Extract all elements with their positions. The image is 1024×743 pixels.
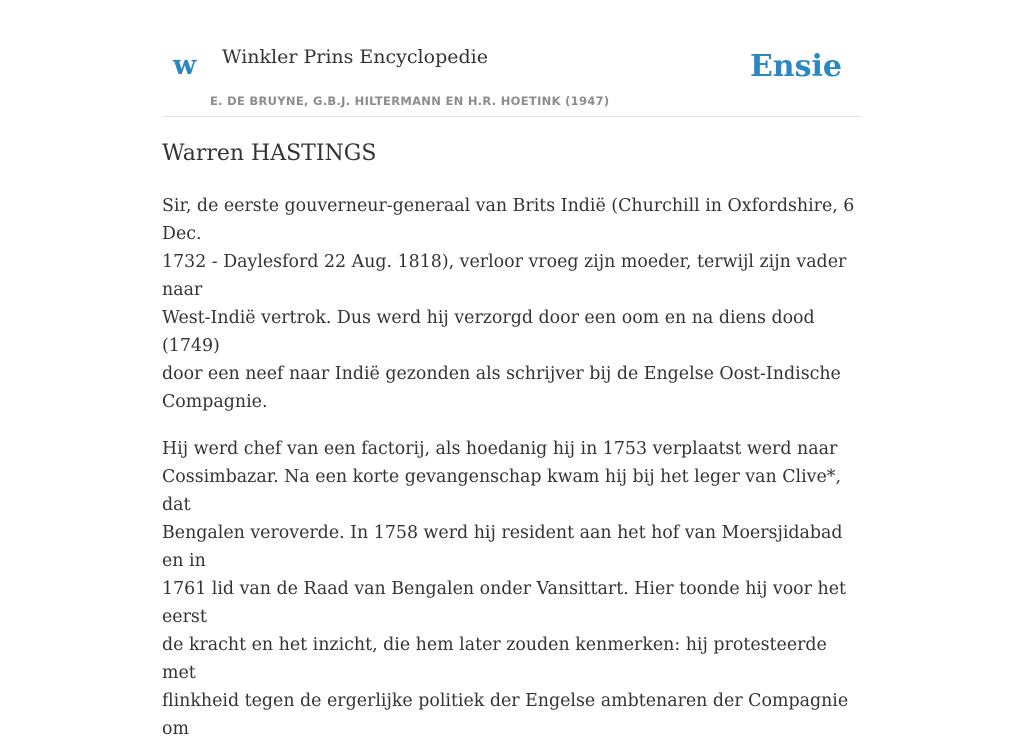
article bbox=[162, 138, 862, 743]
source-title[interactable]: Winkler Prins Encyclopedie bbox=[222, 46, 488, 68]
article-paragraph: Sir, de eerste gouverneur-generaal van Brits Indië (Churchill in Oxfordshire, 6 Dec. 1732 - Daylesford 22 Aug. 1818), verloor vroeg zijn moeder, terwijl zijn vader naar West-Indië vertrok. Dus werd hij verzorgd door een oom en na diens dood (1749) door een neef naar Indië gezonden als schrijver bij de Engelse Oost-Indische Compagnie. bbox=[162, 196, 855, 412]
winkler-prins-logo[interactable]: w bbox=[173, 50, 197, 81]
article-body bbox=[162, 192, 862, 743]
source-authors: E. DE BRUYNE, G.B.J. HILTERMANN EN H.R. HOETINK (1947) bbox=[210, 94, 610, 108]
source-header bbox=[162, 0, 862, 117]
article-paragraph: Hij werd chef van een factorij, als hoedanig hij in 1753 verplaatst werd naar Cossimbazar. Na een korte gevangenschap kwam hij bij het leger van Clive*, dat Bengalen veroverde. In 1758 werd hij resident aan het hof van Moersjidabad en in 1761 lid van de Raad van Bengalen onder Vansittart. Hier toonde hij voor het eerst de kracht en het inzicht, die hem later zouden kenmerken: hij protesteerde met flinkheid tegen de ergerlijke politiek der Engelse ambtenaren der Compagnie om bbox=[162, 439, 849, 739]
article-title: Warren HASTINGS bbox=[162, 141, 377, 166]
ensie-logo[interactable]: Ensie bbox=[749, 49, 842, 84]
